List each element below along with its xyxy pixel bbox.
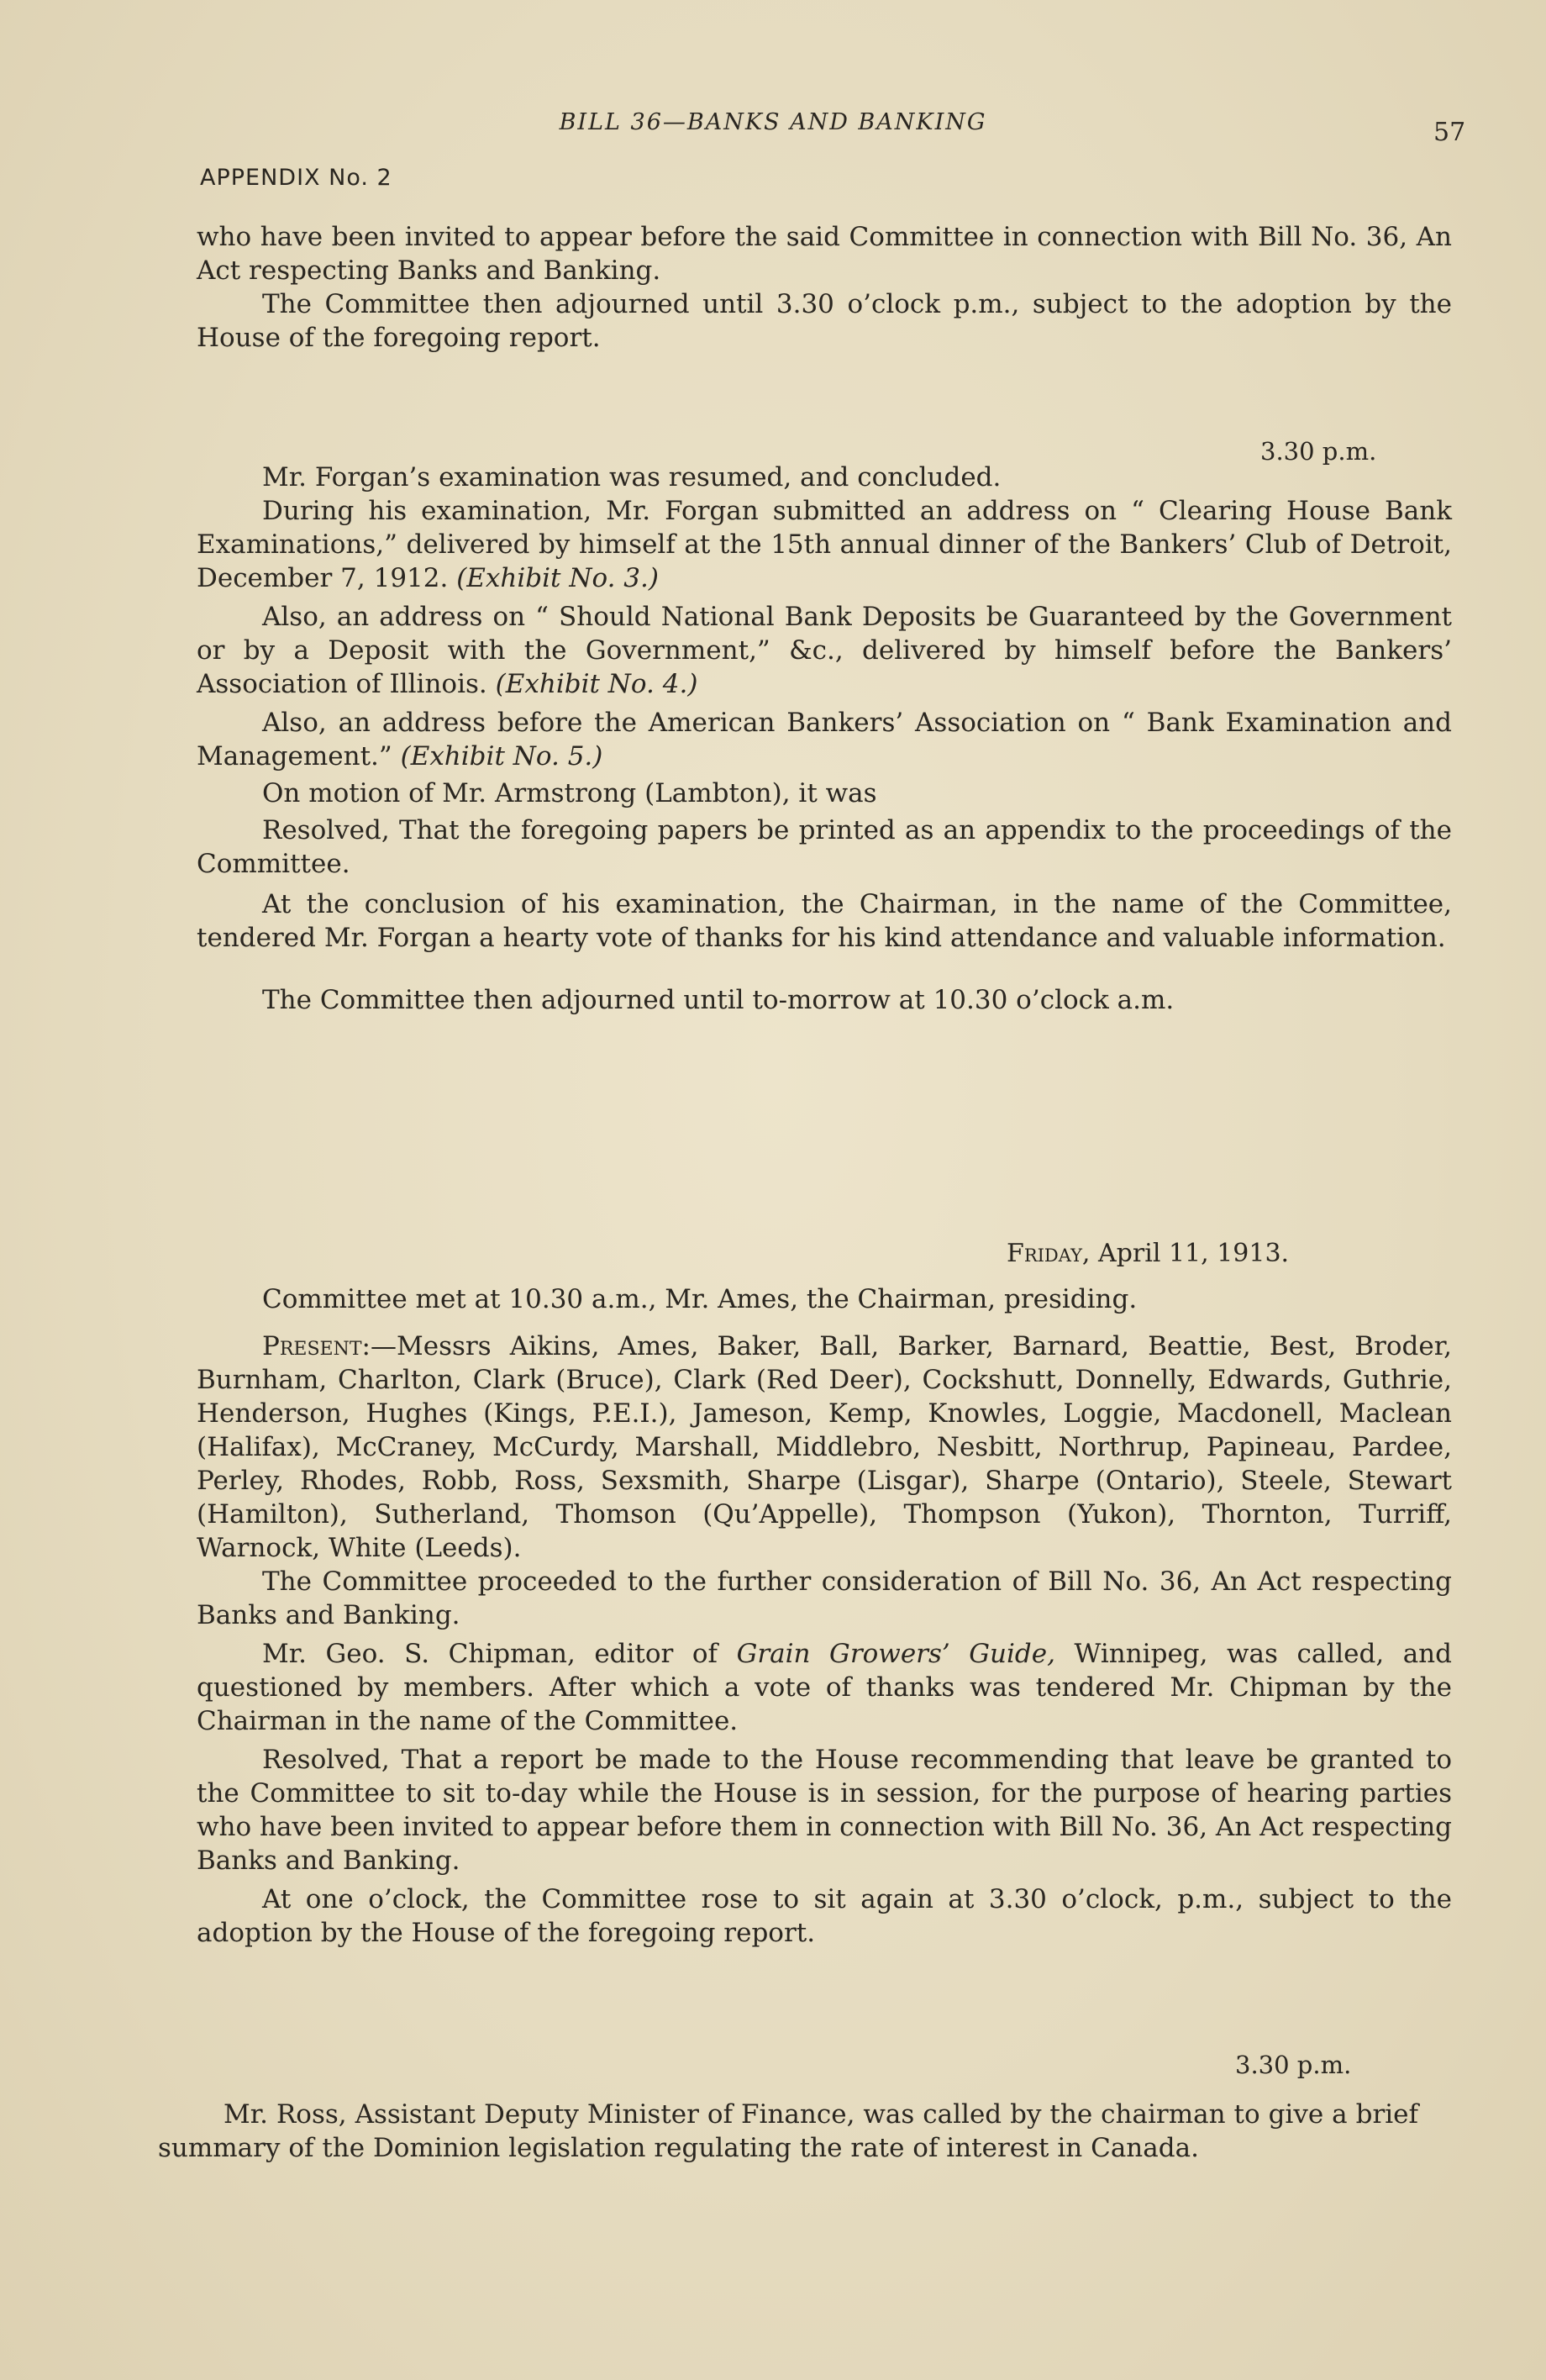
running-head: BILL 36—BANKS AND BANKING	[559, 109, 987, 135]
paragraph	[197, 600, 1452, 701]
section-friday-session	[197, 1282, 1452, 1950]
paragraph-text: During his examination, Mr. Forgan submitted an address on “ Clearing House Bank Examinations,” delivered by himself at the 15th annual dinner of the Bankers’ Club of Detroit, December 7, 1912.	[197, 496, 1452, 593]
appendix-label: APPENDIX No. 2	[200, 165, 392, 191]
exhibit-reference: (Exhibit No. 3.)	[456, 563, 659, 593]
paragraph: The Committee then adjourned until to-morrow at 10.30 o’clock a.m.	[262, 985, 1175, 1015]
exhibit-reference: (Exhibit No. 4.)	[495, 669, 698, 699]
paragraph: Mr. Forgan’s examination was resumed, and concluded.	[262, 462, 1002, 492]
paragraph: At the conclusion of his examination, the Chairman, in the name of the Committee, tendered Mr. Forgan a hearty vote of thanks for his kind attendance and valuable information.	[197, 889, 1452, 953]
session-time: 3.30 p.m.	[1235, 2051, 1352, 2079]
section-afternoon-session	[197, 461, 1452, 1017]
paragraph-text: Also, an address on “ Should National Bank Deposits be Guaranteed by the Government or by a Deposit with the Government,” &c., delivered by himself before the Bankers’ Association of Illinois.	[197, 602, 1452, 699]
paragraph: Committee met at 10.30 a.m., Mr. Ames, the Chairman, presiding.	[262, 1284, 1138, 1314]
members-list: —Messrs Aikins, Ames, Baker, Ball, Barker, Barnard, Beattie, Best, Broder, Burnham, Charlton, Clark (Bruce), Clark (Red Deer), Cockshutt, Donnelly, Edwards, Guthrie, Henderson, Hughes (Kings, P.E.I.), Jameson, Kemp, Knowles, Loggie, Macdonell, Maclean (Halifax), McCraney, McCurdy, Marshall, Middlebro, Nesbitt, Northrup, Papineau, Pardee, Perley, Rhodes, Robb, Ross, Sexsmith, Sharpe (Lisgar), Sharpe (Ontario), Steele, Stewart (Hamilton), Sutherland, Thomson (Qu’Appelle), Thompson (Yukon), Thornton, Turriff, Warnock, White (Leeds).	[197, 1331, 1452, 1563]
page-number: 57	[1433, 118, 1466, 147]
paragraph: On motion of Mr. Armstrong (Lambton), it was	[262, 778, 877, 808]
paragraph	[197, 494, 1452, 595]
paragraph: Resolved, That a report be made to the House recommending that leave be granted to the Committee to sit to-day while the House is in session, for the purpose of hearing parties who have been invited to appear before them in connection with Bill No. 36, An Act respecting Banks and Banking.	[197, 1745, 1452, 1876]
paragraph-text: Also, an address before the American Bankers’ Association on “ Bank Examination and Management.”	[197, 708, 1452, 771]
meeting-date	[1007, 1239, 1289, 1268]
paragraph-text: Winnipeg, was called, and questioned by members. After which a vote of thanks was tendered Mr. Chipman by the Chairman in the name of the Committee.	[197, 1639, 1452, 1736]
paragraph: Resolved, That the foregoing papers be printed as an appendix to the proceedings of the Committee.	[197, 815, 1452, 879]
meeting-day: Friday,	[1007, 1239, 1091, 1268]
meeting-date-text: April 11, 1913.	[1098, 1239, 1290, 1268]
paragraph: Mr. Ross, Assistant Deputy Minister of Finance, was called by the chairman to give a brief summary of the Dominion legislation regulating the rate of interest in Canada.	[158, 2099, 1418, 2163]
journal-title: Grain Growers’ Guide,	[736, 1639, 1055, 1669]
exhibit-reference: (Exhibit No. 5.)	[400, 741, 603, 771]
session-time: 3.30 p.m.	[1260, 437, 1377, 466]
paragraph-text: Mr. Geo. S. Chipman, editor of	[262, 1639, 718, 1669]
paragraph: The Committee proceeded to the further consideration of Bill No. 36, An Act respecting Banks and Banking.	[197, 1566, 1452, 1630]
section-afternoon-session-2	[158, 2098, 1418, 2165]
paragraph: who have been invited to appear before the said Committee in connection with Bill No. 36, An Act respecting Banks and Banking.	[197, 222, 1452, 286]
paragraph: At one o’clock, the Committee rose to sit again at 3.30 o’clock, p.m., subject to the adoption by the House of the foregoing report.	[197, 1884, 1452, 1948]
members-present	[197, 1330, 1452, 1565]
paragraph	[197, 1637, 1452, 1738]
section-continuation	[197, 220, 1452, 355]
paragraph	[197, 706, 1452, 773]
paragraph: The Committee then adjourned until 3.30 o’clock p.m., subject to the adoption by the House of the foregoing report.	[197, 289, 1452, 353]
present-label: Present:	[262, 1331, 371, 1361]
